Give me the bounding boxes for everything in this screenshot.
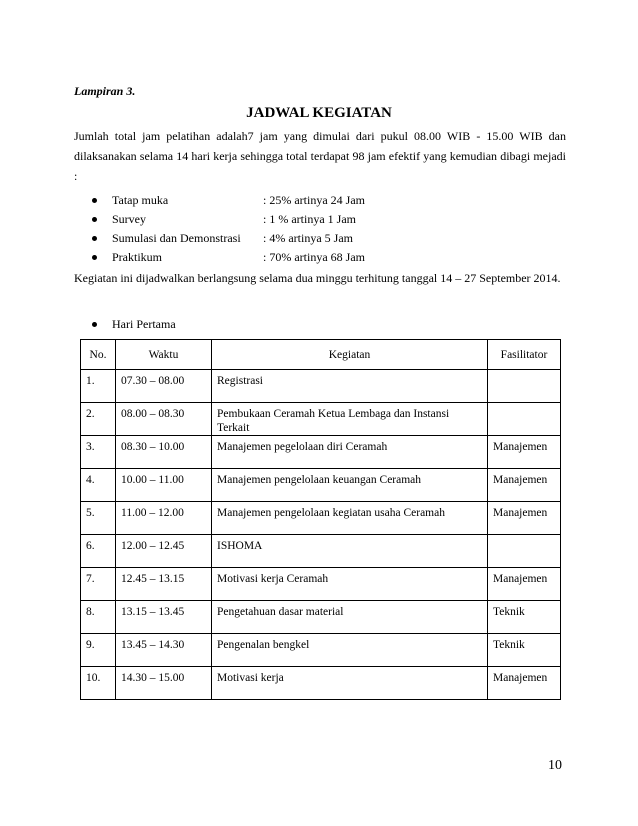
column-header-no: No. <box>81 340 116 370</box>
cell-no: 5. <box>81 502 116 535</box>
table-header-row <box>81 340 561 370</box>
cell-no: 4. <box>81 469 116 502</box>
page-number: 10 <box>548 758 562 773</box>
table-row <box>81 502 561 535</box>
cell-kegiatan: Pengenalan bengkel <box>212 634 488 667</box>
cell-waktu: 11.00 – 12.00 <box>116 502 212 535</box>
cell-fasilitator <box>488 403 561 436</box>
cell-no: 8. <box>81 601 116 634</box>
cell-kegiatan: Pembukaan Ceramah Ketua Lembaga dan Instansi Terkait <box>212 403 488 436</box>
intro-paragraph: Jumlah total jam pelatihan adalah7 jam yang dimulai dari pukul 08.00 WIB - 15.00 WIB dan dilaksanakan selama 14 hari kerja sehingga total terdapat 98 jam efektif yang kemudian dibagi mejadi : <box>74 129 566 183</box>
cell-fasilitator <box>488 370 561 403</box>
cell-kegiatan: Motivasi kerja Ceramah <box>212 568 488 601</box>
cell-waktu: 07.30 – 08.00 <box>116 370 212 403</box>
cell-waktu: 13.15 – 13.45 <box>116 601 212 634</box>
cell-waktu: 12.00 – 12.45 <box>116 535 212 568</box>
breakdown-value: : 4% artinya 5 Jam <box>263 231 353 245</box>
cell-kegiatan: ISHOMA <box>212 535 488 568</box>
column-header-waktu: Waktu <box>116 340 212 370</box>
cell-no: 3. <box>81 436 116 469</box>
cell-waktu: 14.30 – 15.00 <box>116 667 212 700</box>
cell-waktu: 10.00 – 11.00 <box>116 469 212 502</box>
cell-kegiatan: Manajemen pengelolaan keuangan Ceramah <box>212 469 488 502</box>
schedule-table <box>80 339 561 700</box>
breakdown-value: : 1 % artinya 1 Jam <box>263 212 356 226</box>
table-row <box>81 667 561 700</box>
cell-fasilitator: Teknik <box>488 601 561 634</box>
column-header-fasilitator: Fasilitator <box>488 340 561 370</box>
cell-no: 2. <box>81 403 116 436</box>
cell-kegiatan: Pengetahuan dasar material <box>212 601 488 634</box>
cell-kegiatan: Manajemen pegelolaan diri Ceramah <box>212 436 488 469</box>
cell-waktu: 08.30 – 10.00 <box>116 436 212 469</box>
cell-fasilitator: Manajemen <box>488 469 561 502</box>
bullet-icon <box>92 198 97 203</box>
schedule-period-paragraph: Kegiatan ini dijadwalkan berlangsung selama dua minggu terhitung tanggal 14 – 27 September 2014. <box>74 271 561 285</box>
cell-no: 7. <box>81 568 116 601</box>
bullet-icon <box>92 322 97 327</box>
cell-fasilitator: Manajemen <box>488 667 561 700</box>
cell-no: 1. <box>81 370 116 403</box>
breakdown-value: : 70% artinya 68 Jam <box>263 250 365 264</box>
table-row <box>81 403 561 436</box>
breakdown-label: Praktikum <box>112 250 162 264</box>
cell-waktu: 08.00 – 08.30 <box>116 403 212 436</box>
table-row <box>81 469 561 502</box>
page-title: JADWAL KEGIATAN <box>246 105 392 121</box>
cell-fasilitator: Teknik <box>488 634 561 667</box>
bullet-icon <box>92 217 97 222</box>
cell-no: 6. <box>81 535 116 568</box>
appendix-label: Lampiran 3. <box>74 84 136 98</box>
cell-waktu: 12.45 – 13.15 <box>116 568 212 601</box>
table-row <box>81 535 561 568</box>
cell-fasilitator: Manajemen <box>488 568 561 601</box>
table-row <box>81 436 561 469</box>
breakdown-label: Survey <box>112 212 146 226</box>
breakdown-label: Sumulasi dan Demonstrasi <box>112 231 241 245</box>
table-row <box>81 601 561 634</box>
cell-fasilitator <box>488 535 561 568</box>
day-heading: Hari Pertama <box>112 317 176 331</box>
bullet-icon <box>92 236 97 241</box>
column-header-kegiatan: Kegiatan <box>212 340 488 370</box>
cell-kegiatan: Manajemen pengelolaan kegiatan usaha Ceramah <box>212 502 488 535</box>
cell-kegiatan: Registrasi <box>212 370 488 403</box>
table-row <box>81 370 561 403</box>
breakdown-label: Tatap muka <box>112 193 169 207</box>
breakdown-value: : 25% artinya 24 Jam <box>263 193 365 207</box>
table-row <box>81 568 561 601</box>
cell-no: 9. <box>81 634 116 667</box>
table-row <box>81 634 561 667</box>
cell-no: 10. <box>81 667 116 700</box>
cell-waktu: 13.45 – 14.30 <box>116 634 212 667</box>
cell-fasilitator: Manajemen <box>488 436 561 469</box>
cell-fasilitator: Manajemen <box>488 502 561 535</box>
bullet-icon <box>92 255 97 260</box>
cell-kegiatan: Motivasi kerja <box>212 667 488 700</box>
